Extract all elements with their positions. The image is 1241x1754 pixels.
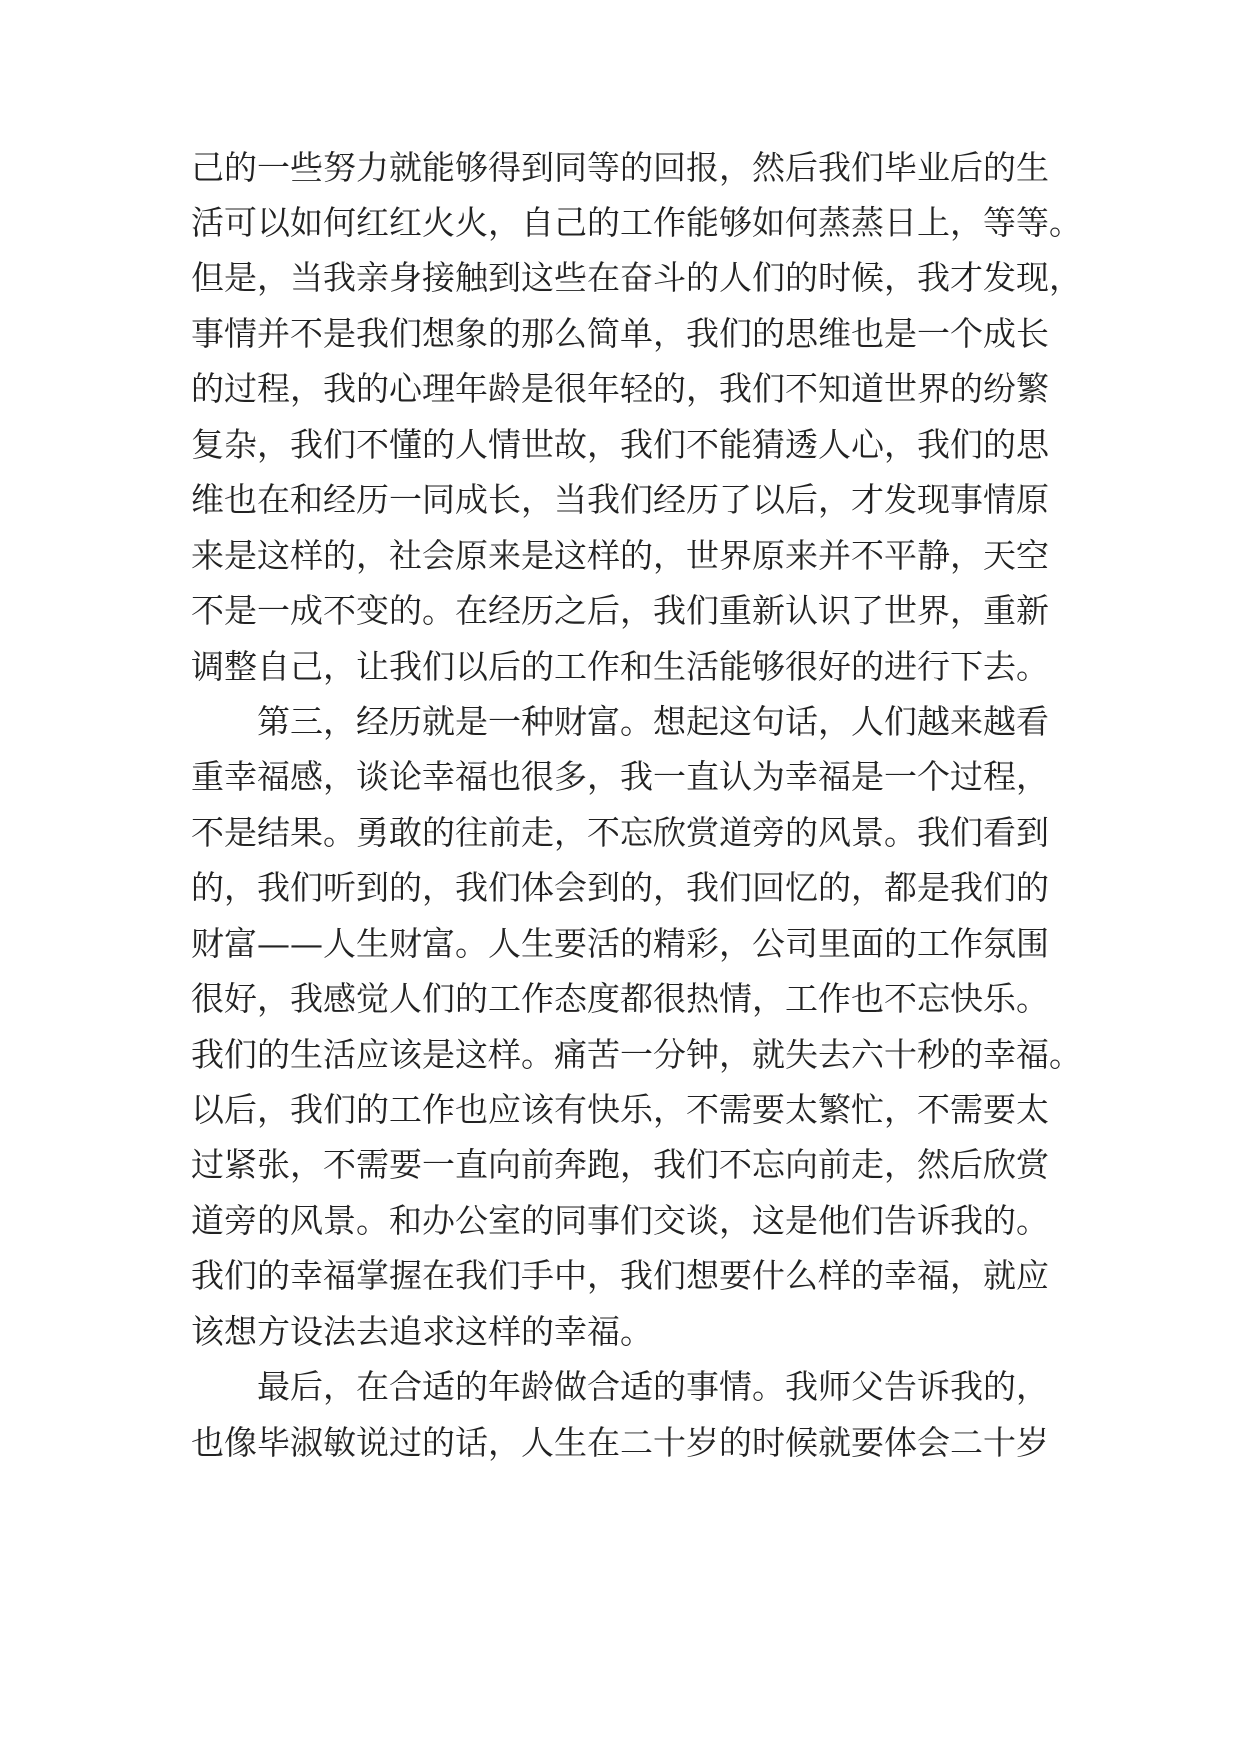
text-line: 重幸福感，谈论幸福也很多，我一直认为幸福是一个过程， (191, 757, 1049, 796)
text-line: 的，我们听到的，我们体会到的，我们回忆的，都是我们的 (191, 868, 1049, 907)
text-line: 的过程，我的心理年龄是很年轻的，我们不知道世界的纷繁 (191, 369, 1049, 408)
text-line: 复杂，我们不懂的人情世故，我们不能猜透人心，我们的思 (191, 425, 1049, 464)
text-line: 己的一些努力就能够得到同等的回报，然后我们毕业后的生 (191, 148, 1049, 187)
text-line: 活可以如何红红火火，自己的工作能够如何蒸蒸日上，等等。 (191, 203, 1082, 242)
text-line: 也像毕淑敏说过的话，人生在二十岁的时候就要体会二十岁 (191, 1423, 1049, 1462)
text-line: 我们的生活应该是这样。痛苦一分钟，就失去六十秒的幸福。 (191, 1035, 1082, 1074)
text-line: 但是，当我亲身接触到这些在奋斗的人们的时候，我才发现， (191, 258, 1082, 297)
text-line: 我们的幸福掌握在我们手中，我们想要什么样的幸福，就应 (191, 1256, 1049, 1295)
paragraph-first-line: 第三，经历就是一种财富。想起这句话，人们越来越看 (257, 702, 1049, 741)
paragraph-first-line: 最后，在合适的年龄做合适的事情。我师父告诉我的， (257, 1367, 1049, 1406)
text-line: 过紧张，不需要一直向前奔跑，我们不忘向前走，然后欣赏 (191, 1145, 1049, 1184)
text-line: 以后，我们的工作也应该有快乐，不需要太繁忙，不需要太 (191, 1090, 1049, 1129)
text-line: 不是结果。勇敢的往前走，不忘欣赏道旁的风景。我们看到 (191, 813, 1049, 852)
text-line: 很好，我感觉人们的工作态度都很热情，工作也不忘快乐。 (191, 979, 1049, 1018)
text-line: 调整自己，让我们以后的工作和生活能够很好的进行下去。 (191, 647, 1049, 686)
text-line: 该想方设法去追求这样的幸福。 (191, 1312, 653, 1351)
text-line: 维也在和经历一同成长，当我们经历了以后，才发现事情原 (191, 480, 1049, 519)
text-line: 来是这样的，社会原来是这样的，世界原来并不平静，天空 (191, 536, 1049, 575)
text-line: 道旁的风景。和办公室的同事们交谈，这是他们告诉我的。 (191, 1201, 1049, 1240)
text-line: 财富——人生财富。人生要活的精彩，公司里面的工作氛围 (191, 924, 1049, 963)
text-line: 不是一成不变的。在经历之后，我们重新认识了世界，重新 (191, 591, 1049, 630)
text-line: 事情并不是我们想象的那么简单，我们的思维也是一个成长 (191, 314, 1049, 353)
